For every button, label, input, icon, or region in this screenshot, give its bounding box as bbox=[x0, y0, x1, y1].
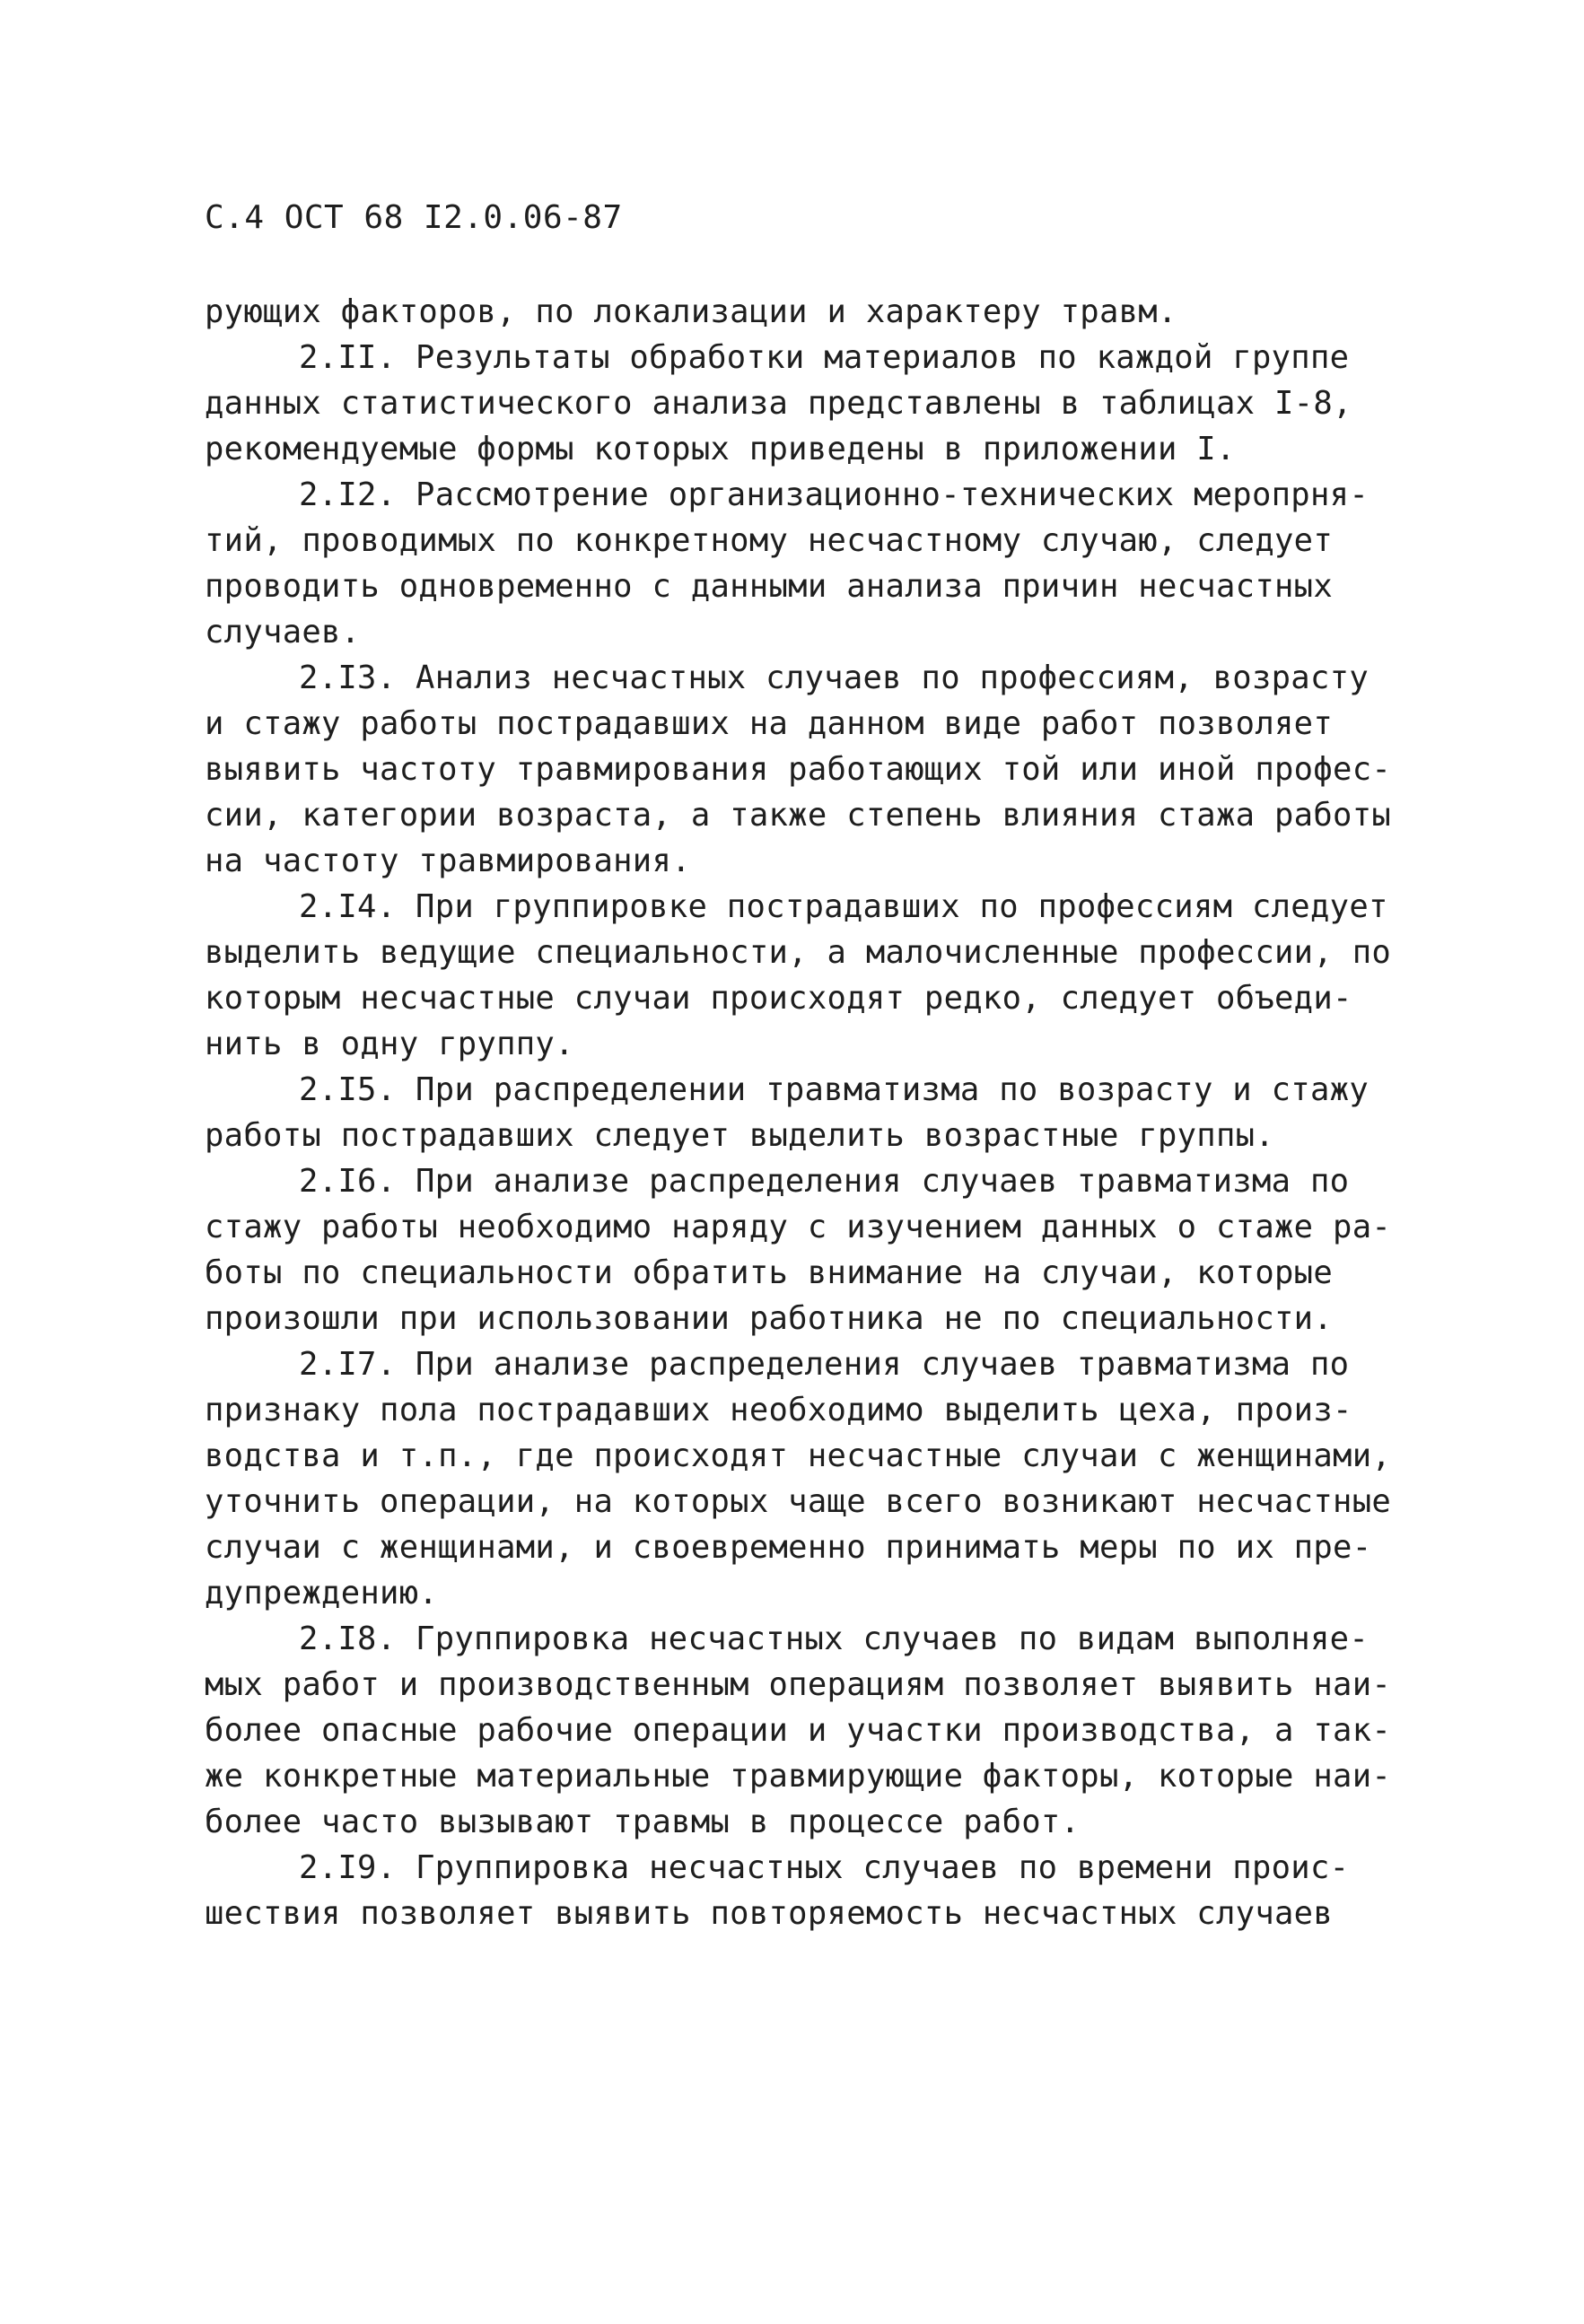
text-line: случаи с женщинами, и своевременно принимать меры по их пре- bbox=[205, 1529, 1372, 1566]
text-line: на частоту травмирования. bbox=[205, 843, 691, 879]
text-line: 2.I6. При анализе распределения случаев травматизма по bbox=[299, 1163, 1350, 1200]
text-line: работы пострадавших следует выделить возрастные группы. bbox=[205, 1117, 1275, 1154]
text-line: 2.I9. Группировка несчастных случаев по времени проис- bbox=[299, 1849, 1350, 1886]
text-line: случаев. bbox=[205, 614, 361, 651]
text-line: произошли при использовании работника не по специальности. bbox=[205, 1300, 1334, 1337]
text-line: стажу работы необходимо наряду с изучением данных о стаже ра- bbox=[205, 1209, 1392, 1245]
text-line: признаку пола пострадавших необходимо выделить цеха, произ- bbox=[205, 1392, 1352, 1428]
text-line: боты по специальности обратить внимание на случаи, которые bbox=[205, 1254, 1334, 1291]
text-line: нить в одну группу. bbox=[205, 1026, 574, 1062]
text-line: водства и т.п., где происходят несчастные случаи с женщинами, bbox=[205, 1437, 1392, 1474]
text-line: тий, проводимых по конкретному несчастному случаю, следует bbox=[205, 522, 1334, 559]
text-line: которым несчастные случаи происходят редко, следует объеди- bbox=[205, 980, 1352, 1017]
text-line: рекомендуемые формы которых приведены в приложении I. bbox=[205, 431, 1236, 467]
text-line: 2.I3. Анализ несчастных случаев по профессиям, возрасту bbox=[299, 660, 1370, 696]
text-line: 2.II. Результаты обработки материалов по каждой группе bbox=[299, 339, 1350, 376]
text-line: сии, категории возраста, а также степень влияния стажа работы bbox=[205, 797, 1392, 834]
text-line: более часто вызывают травмы в процессе работ. bbox=[205, 1804, 1081, 1840]
body-text bbox=[205, 289, 1392, 1936]
text-line: 2.I5. При распределении травматизма по возрасту и стажу bbox=[299, 1071, 1370, 1108]
text-line: данных статистического анализа представлены в таблицах I-8, bbox=[205, 385, 1352, 422]
text-line: 2.I4. При группировке пострадавших по профессиям следует bbox=[299, 888, 1388, 925]
text-line: 2.I7. При анализе распределения случаев травматизма по bbox=[299, 1346, 1350, 1383]
text-line: дупреждению. bbox=[205, 1575, 439, 1612]
text-line: выделить ведущие специальности, а малочисленные профессии, по bbox=[205, 934, 1392, 971]
text-line: мых работ и производственным операциям позволяет выявить наи- bbox=[205, 1666, 1392, 1703]
text-line: более опасные рабочие операции и участки производства, а так- bbox=[205, 1712, 1392, 1749]
text-line: шествия позволяет выявить повторяемость несчастных случаев bbox=[205, 1895, 1334, 1932]
text-line: проводить одновременно с данными анализа причин несчастных bbox=[205, 568, 1334, 605]
text-line: же конкретные материальные травмирующие факторы, которые наи- bbox=[205, 1758, 1392, 1795]
text-line: и стажу работы пострадавших на данном виде работ позволяет bbox=[205, 705, 1334, 742]
text-line: выявить частоту травмирования работающих той или иной профес- bbox=[205, 751, 1392, 788]
text-line: рующих факторов, по локализации и характеру травм. bbox=[205, 293, 1177, 330]
text-line: 2.I2. Рассмотрение организационно-технических меропрня- bbox=[299, 476, 1370, 513]
text-line: уточнить операции, на которых чаще всего возникают несчастные bbox=[205, 1483, 1392, 1520]
text-line: 2.I8. Группировка несчастных случаев по видам выполняе- bbox=[299, 1621, 1370, 1657]
page-header: С.4 ОСТ 68 I2.0.06-87 bbox=[205, 199, 623, 236]
